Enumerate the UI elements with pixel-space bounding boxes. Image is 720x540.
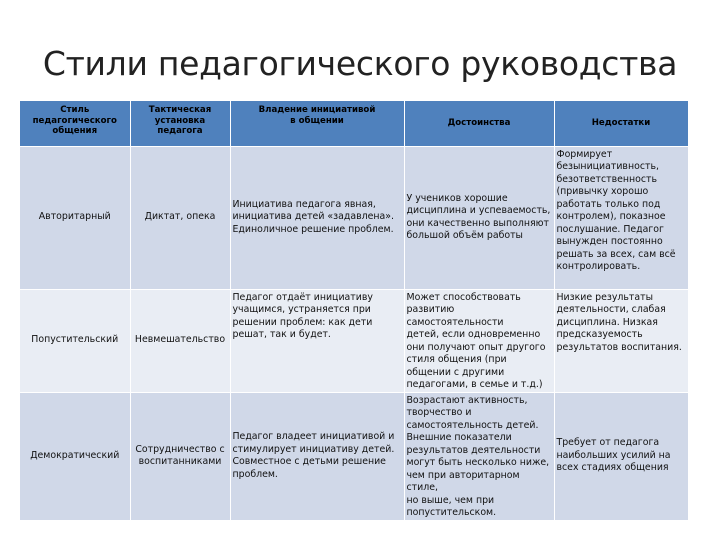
header-style: Стиль педагогического общения xyxy=(20,101,130,146)
cell-initiative: Педагог владеет инициативой и стимулирует инициативу детей. Совместное с детьми решение проблем. xyxy=(230,392,404,520)
cell-initiative: Инициатива педагога явная, инициатива детей «задавлена». Единоличное решение проблем. xyxy=(230,146,404,289)
cell-advantages: У учеников хорошие дисциплина и успеваемость, они качественно выполняют большой объём работы xyxy=(404,146,554,289)
page-title: Стили педагогического руководства xyxy=(42,44,678,83)
header-advantages: Достоинства xyxy=(404,101,554,146)
header-disadvantages: Недостатки xyxy=(554,101,688,146)
cell-disadvantages: Низкие результаты деятельности, слабая дисциплина. Низкая предсказуемость результатов воспитания. xyxy=(554,289,688,392)
table-row xyxy=(20,289,688,392)
cell-advantages: Возрастают активность, творчество и самостоятельность детей. Внешние показатели результатов деятельности могут быть несколько ниже, чем при авторитарном стиле, но выше, чем при попустительском. xyxy=(404,392,554,520)
cell-style: Попустительский xyxy=(20,289,130,392)
styles-table xyxy=(20,101,689,520)
cell-tactic: Сотрудничество с воспитанниками xyxy=(130,392,230,520)
cell-disadvantages: Формирует безынициативность, безответственность (привычку хорошо работать только под контролем), показное послушание. Педагог вынужден постоянно решать за всех, сам всё контролировать. xyxy=(554,146,688,289)
cell-advantages: Может способствовать развитию самостоятельности детей, если одновременно они получают опыт другого стиля общения (при общении с другими педагогами, в семье и т.д.) xyxy=(404,289,554,392)
table-row xyxy=(20,392,688,520)
cell-initiative: Педагог отдаёт инициативу учащимся, устраняется при решении проблем: как дети решат, так и будет. xyxy=(230,289,404,392)
cell-disadvantages: Требует от педагога наибольших усилий на всех стадиях общения xyxy=(554,392,688,520)
cell-tactic: Диктат, опека xyxy=(130,146,230,289)
header-tactic: Тактическая установка педагога xyxy=(130,101,230,146)
table-header-row xyxy=(20,101,688,146)
cell-tactic: Невмешательство xyxy=(130,289,230,392)
cell-style: Авторитарный xyxy=(20,146,130,289)
cell-style: Демократический xyxy=(20,392,130,520)
table-row xyxy=(20,146,688,289)
header-initiative: Владение инициативой в общении xyxy=(230,101,404,146)
